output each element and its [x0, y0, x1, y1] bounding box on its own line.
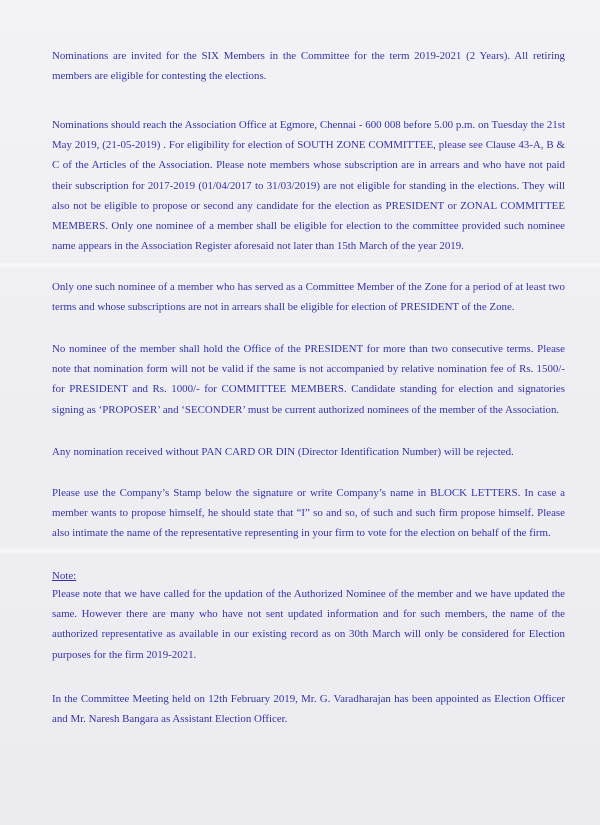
paragraph-text: Any nomination received without PAN CARD OR DIN (Director Identification Number) will be rejected. [52, 446, 514, 458]
paragraph-nomination-deadline-eligibility [52, 115, 565, 256]
paragraph-text: In the Committee Meeting held on 12th February 2019, Mr. G. Varadharajan has been appointed as Election Officer and Mr. Naresh Bangara as Assistant Election Officer. [52, 693, 565, 726]
paragraph-nomination-fee [52, 339, 565, 420]
paragraph-president-eligibility [52, 277, 565, 317]
paragraph-text: Only one such nominee of a member who has served as a Committee Member of the Zone for a period of at least two terms and whose subscriptions are not in arrears shall be eligible for election of PRESIDENT of the Zone. [52, 281, 565, 314]
paragraph-nominations-invited [52, 46, 565, 86]
fold-crease [0, 262, 600, 268]
paragraph-text: Nominations should reach the Association Office at Egmore, Chennai - 600 008 before 5.00 p.m. on Tuesday the 21st May 2019, (21-05-2019) . For eligibility for election of SOUTH ZONE COMMITTEE, please see Clause 43-A, B & C of the Articles of the Association. Please note members whose subscription are in arrears and who have not paid their subscription for 2017-2019 (01/04/2017 to 31/03/2019) are not eligible for standing in the elections. They will also not be eligible to propose or second any candidate for the election as PRESIDENT or ZONAL COMMITTEE MEMBERS. Only one nominee of a member shall be eligible for election to the committee provided such nominee name appears in the Association Register aforesaid not later than 15th March of the year 2019. [52, 119, 565, 253]
paragraph-election-officer [52, 689, 565, 729]
paragraph-company-stamp [52, 483, 565, 544]
paragraph-pan-din-requirement [52, 442, 565, 462]
paragraph-text: No nominee of the member shall hold the Office of the PRESIDENT for more than two consecutive terms. Please note that nomination form will not be valid if the same is not accompanied by relative nomination fee of Rs. 1500/- for PRESIDENT and Rs. 1000/- for COMMITTEE MEMBERS. Candidate standing for election and signatories signing as ‘PROPOSER’ and ‘SECONDER’ must be current authorized nominees of the member of the Association. [52, 343, 565, 416]
note-heading: Note: [52, 570, 77, 582]
paragraph-authorized-nominee-note [52, 584, 565, 665]
paragraph-text: Please use the Company’s Stamp below the signature or write Company’s name in BLOCK LETTERS. In case a member wants to propose himself, he should state that “I” so and so, of such and such firm propose himself. Please also intimate the name of the representative representing in your firm to vote for the election on behalf of the firm. [52, 487, 565, 540]
fold-crease [0, 548, 600, 554]
paragraph-text: Please note that we have called for the updation of the Authorized Nominee of the member and we have updated the same. However there are many who have not sent updated information and for such members, the name of the authorized representative as available in our existing record as on 30th March will only be considered for Election purposes for the firm 2019-2021. [52, 588, 565, 661]
paragraph-text: Nominations are invited for the SIX Members in the Committee for the term 2019-2021 (2 Years). All retiring members are eligible for contesting the elections. [52, 50, 565, 83]
